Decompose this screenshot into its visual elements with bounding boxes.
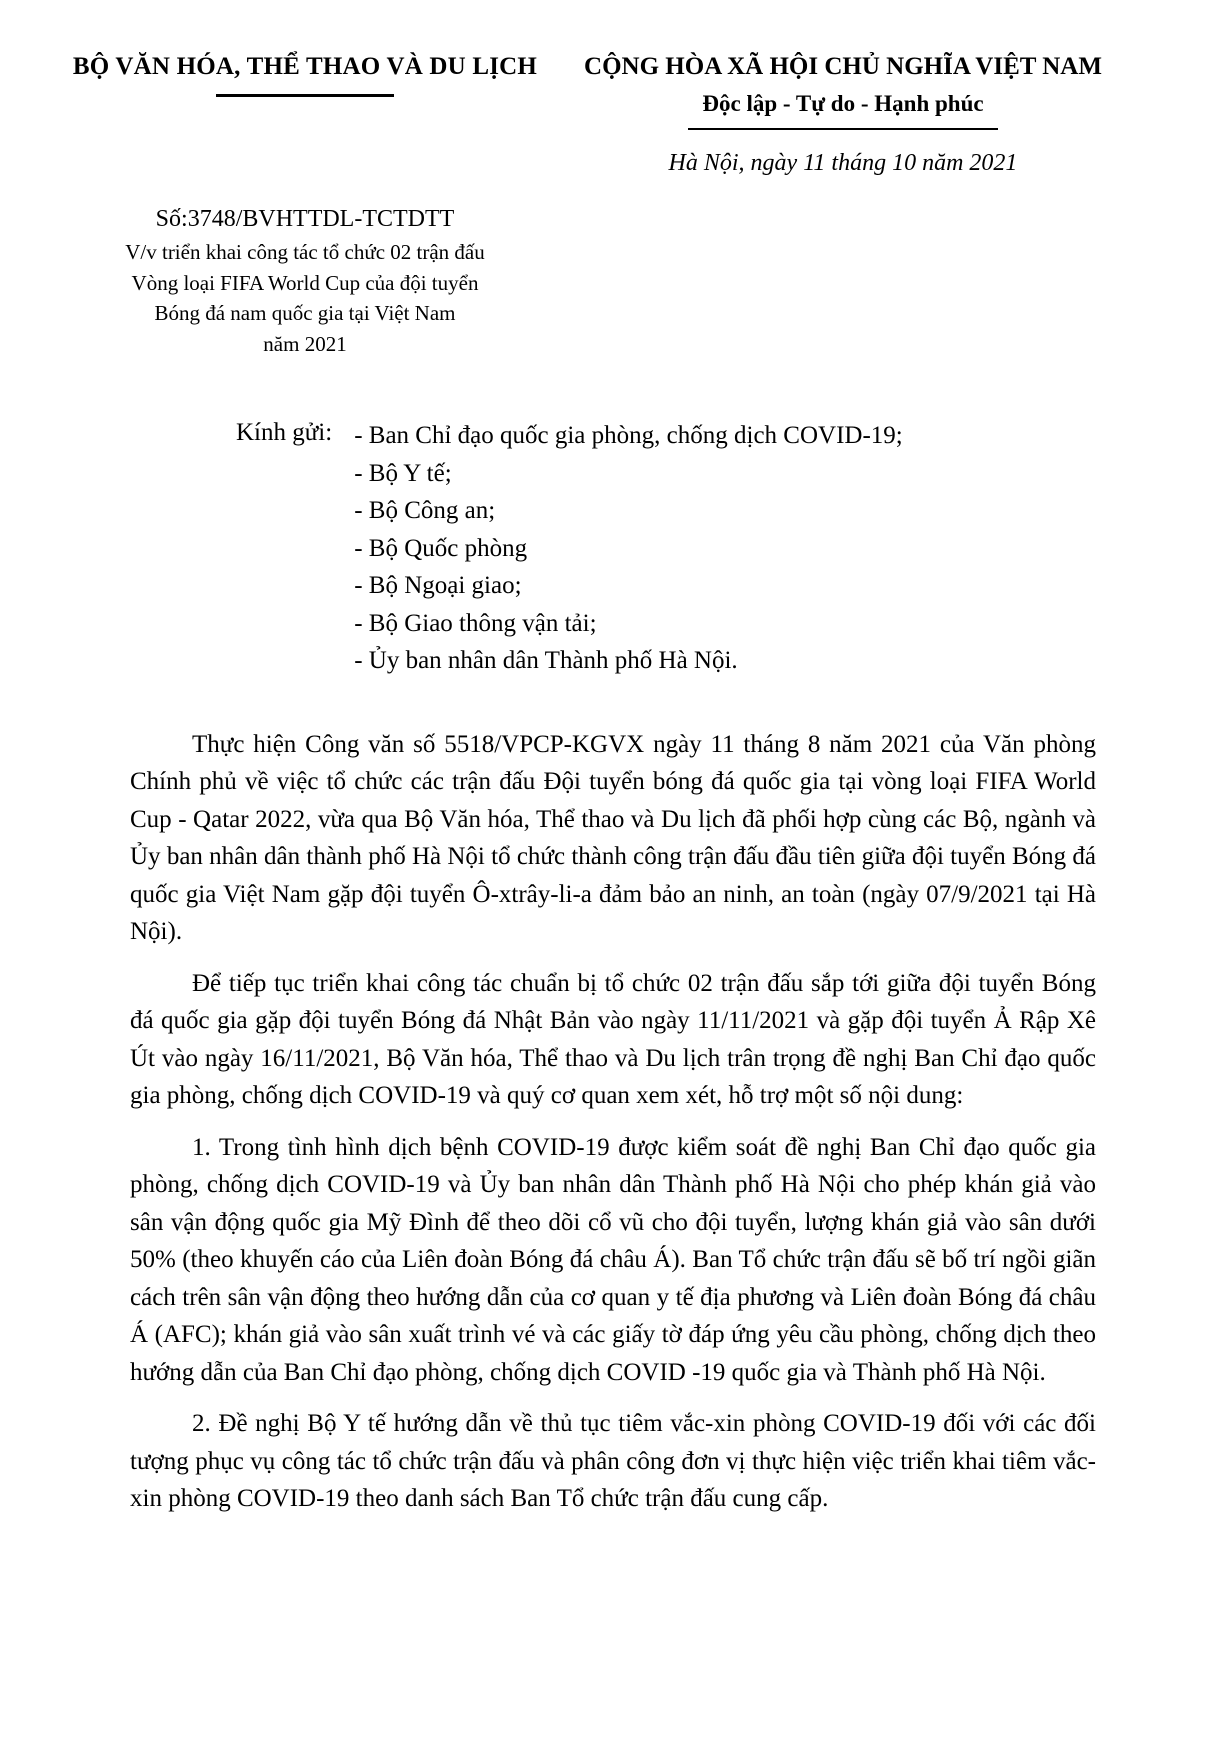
recipients-label: Kính gửi:: [236, 419, 333, 447]
issuing-agency-block: [70, 52, 540, 97]
list-item: - Ban Chỉ đạo quốc gia phòng, chống dịch COVID-19;: [354, 422, 903, 450]
place-and-date: Hà Nội, ngày 11 tháng 10 năm 2021: [668, 149, 1018, 176]
agency-underline-rule: [216, 94, 394, 97]
recipients-list: [354, 417, 903, 680]
recipients-section: [0, 417, 1216, 680]
subject-line: V/v triển khai công tác tổ chức 02 trận đấu: [125, 240, 485, 265]
motto-underline-rule: [688, 128, 998, 130]
list-item: - Bộ Y tế;: [354, 459, 452, 487]
document-header: [0, 0, 1216, 177]
document-meta-block: [70, 203, 540, 359]
list-item: - Bộ Giao thông vận tải;: [354, 609, 597, 637]
issuing-agency-name: BỘ VĂN HÓA, THỂ THAO VÀ DU LỊCH: [72, 53, 538, 80]
national-motto: Độc lập - Tự do - Hạnh phúc: [702, 91, 984, 116]
national-heading-block: [540, 52, 1146, 177]
body-paragraph: Thực hiện Công văn số 5518/VPCP-KGVX ngày 11 tháng 8 năm 2021 của Văn phòng Chính phủ về việc tổ chức các trận đấu Đội tuyển bóng đá quốc gia tại vòng loại FIFA World Cup - Qatar 2022, vừa qua Bộ Văn hóa, Thể thao và Du lịch đã phối hợp cùng các Bộ, ngành và Ủy ban nhân dân thành phố Hà Nội tổ chức thành công trận đấu đầu tiên giữa đội tuyển Bóng đá quốc gia Việt Nam gặp đội tuyển Ô-xtrây-li-a đảm bảo an ninh, an toàn (ngày 07/9/2021 tại Hà Nội).: [130, 730, 1096, 946]
body-paragraph-item-2: 2. Đề nghị Bộ Y tế hướng dẫn về thủ tục tiêm vắc-xin phòng COVID-19 đối với các đối tượng phục vụ công tác tổ chức trận đấu và phân công đơn vị thực hiện việc triển khai tiêm vắc-xin phòng COVID-19 theo danh sách Ban Tổ chức trận đấu cung cấp.: [130, 1410, 1096, 1513]
document-body: [0, 726, 1216, 1518]
document-subject: [70, 237, 540, 359]
subject-line: Vòng loại FIFA World Cup của đội tuyển: [131, 270, 479, 295]
list-item: - Ủy ban nhân dân Thành phố Hà Nội.: [354, 647, 738, 675]
list-item: - Bộ Ngoại giao;: [354, 572, 522, 600]
subject-line: năm 2021: [263, 331, 347, 356]
document-number: Số:3748/BVHTTDL-TCTDTT: [155, 205, 455, 232]
subject-line: Bóng đá nam quốc gia tại Việt Nam: [154, 301, 456, 326]
body-paragraph-item-1: 1. Trong tình hình dịch bệnh COVID-19 được kiểm soát đề nghị Ban Chỉ đạo quốc gia phòng, chống dịch COVID-19 và Ủy ban nhân dân Thành phố Hà Nội cho phép khán giả vào sân vận động quốc gia Mỹ Đình để theo dõi cổ vũ cho đội tuyển, lượng khán giả vào sân dưới 50% (theo khuyến cáo của Liên đoàn Bóng đá châu Á). Ban Tổ chức trận đấu sẽ bố trí ngồi giãn cách trên sân vận động theo hướng dẫn của cơ quan y tế địa phương và Liên đoàn Bóng đá châu Á (AFC); khán giả vào sân xuất trình vé và các giấy tờ đáp ứng yêu cầu phòng, chống dịch theo hướng dẫn của Ban Chỉ đạo phòng, chống dịch COVID -19 quốc gia và Thành phố Hà Nội.: [130, 1133, 1096, 1386]
list-item: - Bộ Quốc phòng: [354, 534, 528, 562]
body-paragraph: Để tiếp tục triển khai công tác chuẩn bị tổ chức 02 trận đấu sắp tới giữa đội tuyển Bóng đá quốc gia gặp đội tuyển Bóng đá Nhật Bản vào ngày 11/11/2021 và gặp đội tuyển Ả Rập Xê Út vào ngày 16/11/2021, Bộ Văn hóa, Thể thao và Du lịch trân trọng đề nghị Ban Chỉ đạo quốc gia phòng, chống dịch COVID-19 và quý cơ quan xem xét, hỗ trợ một số nội dung:: [130, 969, 1096, 1110]
national-title: CỘNG HÒA XÃ HỘI CHỦ NGHĨA VIỆT NAM: [584, 53, 1102, 80]
list-item: - Bộ Công an;: [354, 497, 496, 525]
